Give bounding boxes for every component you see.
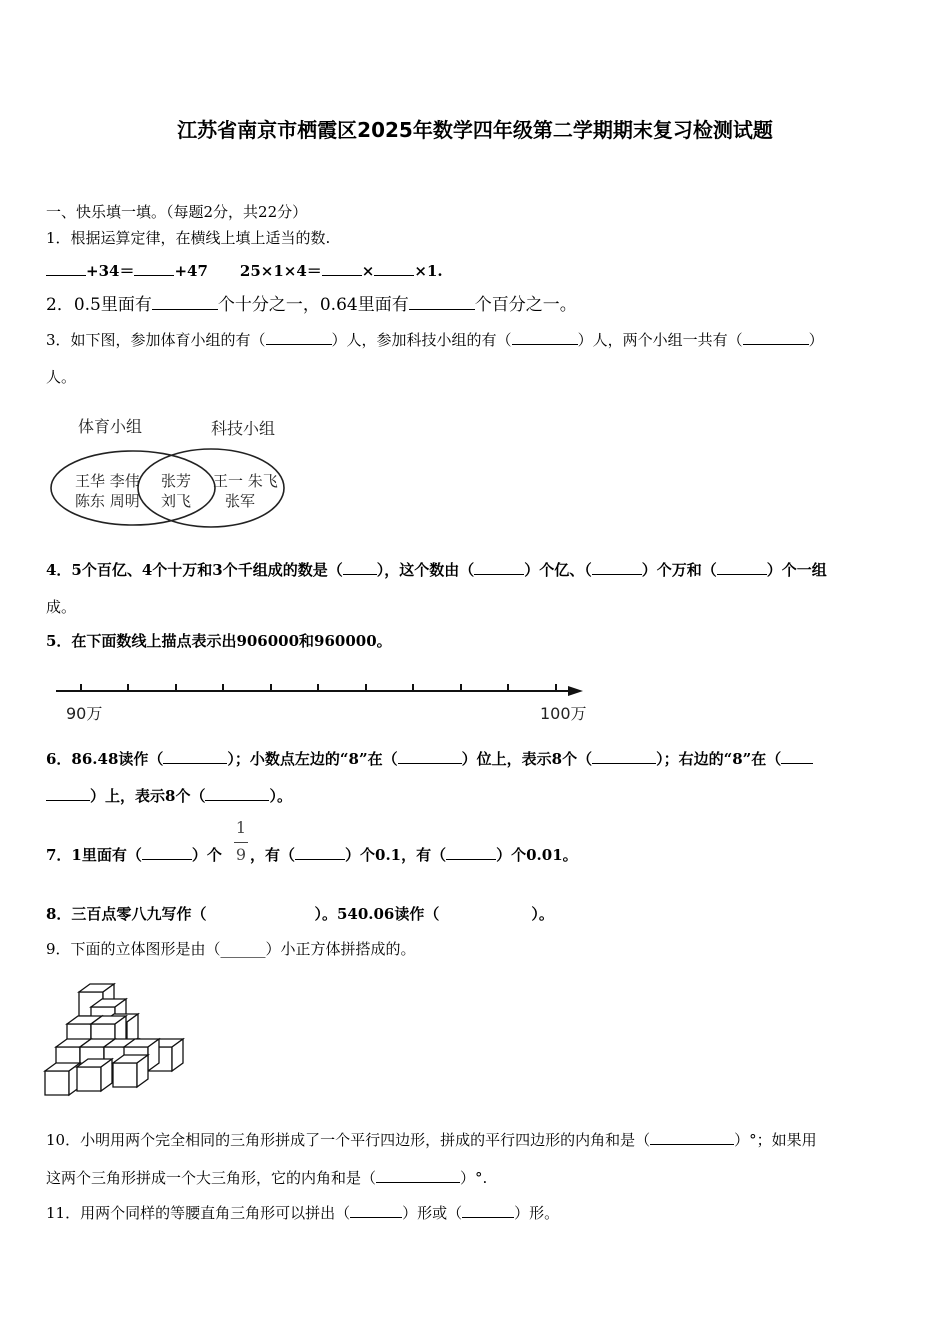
question-10: 10．小明用两个完全相同的三角形拼成了一个平行四边形，拼成的平行四边形的内角和是（ ）°；如果用	[46, 1131, 817, 1149]
answer-blank[interactable]	[343, 560, 377, 575]
fraction-bar	[234, 842, 248, 843]
number-line-start-label: 90万	[66, 704, 103, 723]
answer-blank[interactable]	[409, 295, 475, 310]
question-4: 4．5个百亿、4个十万和3个千组成的数是（ ），这个数由（ ）个亿、（ ）个万和（ ）个一组	[46, 561, 827, 579]
answer-blank[interactable]	[474, 560, 524, 575]
answer-blank[interactable]	[781, 749, 813, 764]
question-6: 6．86.48读作（ ）；小数点左边的“8”在（ ）位上，表示8个（ ）；右边的“8”在（	[46, 749, 813, 769]
answer-blank[interactable]	[46, 786, 90, 801]
answer-blank[interactable]	[295, 845, 345, 860]
question-7-part-2: ，有（ ）个0.1，有（ ）个0.01。	[250, 846, 578, 864]
answer-blank[interactable]	[142, 845, 192, 860]
answer-blank[interactable]	[717, 560, 767, 575]
answer-blank[interactable]	[322, 261, 362, 276]
answer-blank[interactable]	[205, 786, 269, 801]
answer-blank[interactable]	[462, 1203, 514, 1218]
question-11: 11．用两个同样的等腰直角三角形可以拼出（ ）形或（ ）形。	[46, 1204, 560, 1222]
cube-stack-figure	[45, 983, 190, 1098]
number-line-end-label: 100万	[540, 704, 587, 723]
answer-blank[interactable]	[592, 560, 642, 575]
fraction-numerator: 1	[235, 818, 247, 837]
venn-left-names-2: 陈东 周明	[75, 492, 140, 510]
fraction-denominator: 9	[235, 845, 247, 864]
answer-blank[interactable]	[512, 330, 578, 345]
answer-blank[interactable]	[398, 749, 462, 764]
question-9: 9．下面的立体图形是由（______）小正方体拼搭成的。	[46, 940, 416, 958]
venn-middle-names-2: 刘飞	[161, 492, 192, 510]
venn-label-science: 科技小组	[211, 419, 276, 438]
venn-left-names-1: 王华 李伟	[75, 472, 140, 490]
answer-blank[interactable]	[152, 295, 218, 310]
answer-blank[interactable]	[134, 261, 174, 276]
question-3: 3．如下图，参加体育小组的有（ ）人，参加科技小组的有（ ）人，两个小组一共有（ ）	[46, 331, 824, 349]
answer-blank[interactable]	[376, 1168, 460, 1183]
question-8: 8．三百点零八九写作（ ）。540.06读作（ ）。	[46, 905, 554, 923]
answer-blank[interactable]	[592, 749, 656, 764]
number-line	[50, 678, 590, 708]
venn-right-names-1: 王一 朱飞	[213, 472, 278, 490]
question-5: 5．在下面数线上描点表示出906000和960000。	[46, 632, 392, 650]
answer-blank[interactable]	[743, 330, 809, 345]
question-6-cont: ）上，表示8个（ ）。	[46, 786, 292, 806]
venn-label-sports: 体育小组	[78, 417, 143, 436]
page-title: 江苏省南京市栖霞区2025年数学四年级第二学期期末复习检测试题	[177, 118, 773, 142]
answer-blank[interactable]	[46, 261, 86, 276]
answer-blank[interactable]	[350, 1203, 402, 1218]
question-1-blanks: +34＝ +47 25×1×4＝ × ×1.	[46, 261, 443, 281]
question-7-part-1: 7．1里面有（ ）个	[46, 846, 222, 864]
venn-right-names-2: 张军	[225, 492, 256, 510]
answer-blank[interactable]	[446, 845, 496, 860]
venn-middle-names-1: 张芳	[161, 472, 192, 490]
question-3-cont: 人。	[46, 368, 77, 386]
answer-blank[interactable]	[374, 261, 414, 276]
section-heading: 一、快乐填一填。（每题2分，共22分）	[46, 203, 308, 221]
question-10-cont: 这两个三角形拼成一个大三角形，它的内角和是（ ）°.	[46, 1169, 488, 1187]
answer-blank[interactable]	[650, 1130, 734, 1145]
question-1: 1．根据运算定律，在横线上填上适当的数.	[46, 229, 331, 247]
question-2: 2．0.5里面有 个十分之一，0.64里面有 个百分之一。	[46, 295, 577, 315]
question-4-cont: 成。	[46, 598, 77, 616]
answer-blank[interactable]	[163, 749, 227, 764]
answer-blank[interactable]	[266, 330, 332, 345]
